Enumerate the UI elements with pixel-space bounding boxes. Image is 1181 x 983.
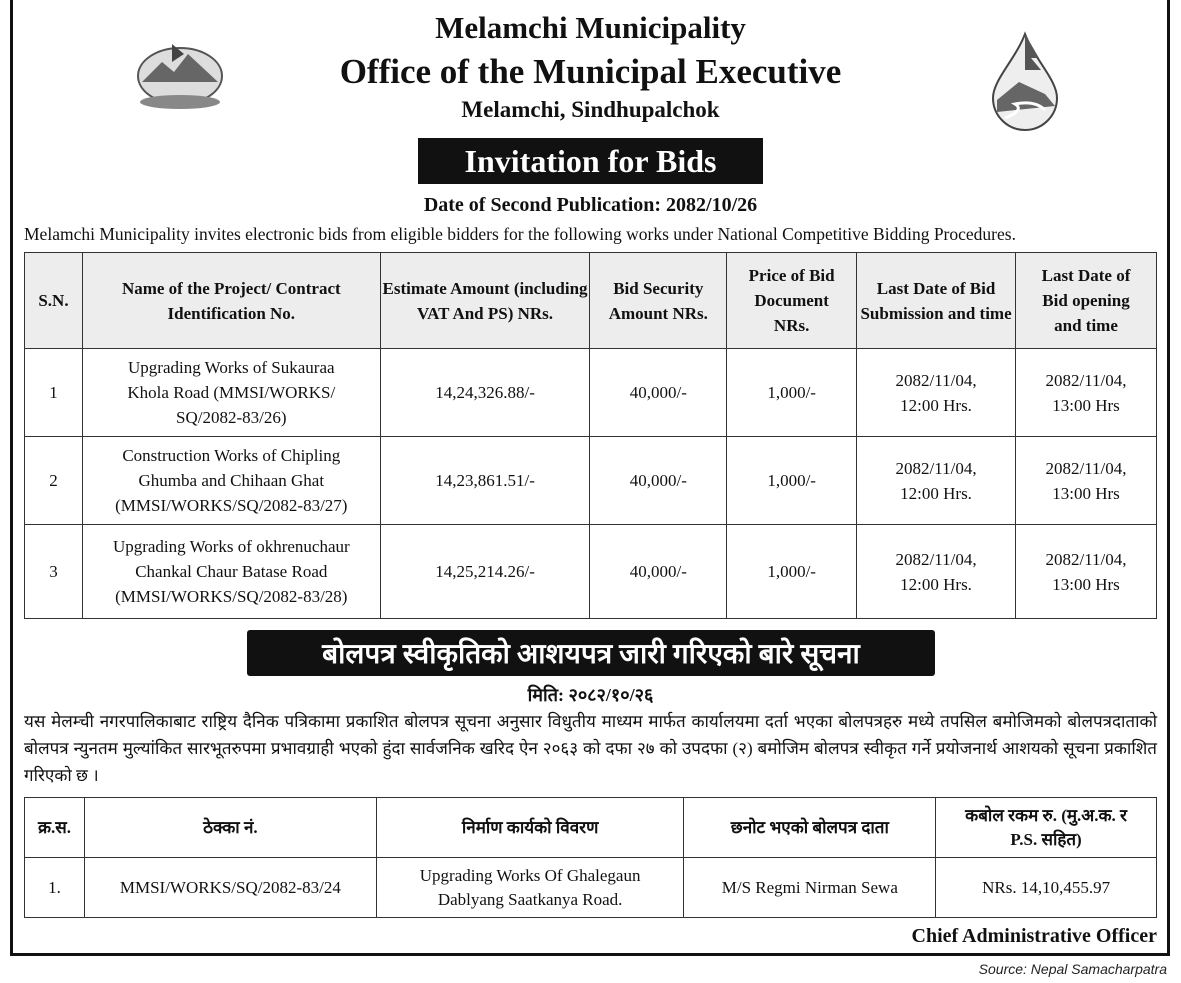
- table-row: [25, 858, 1157, 918]
- cell-sn: 2: [25, 437, 83, 525]
- header-project: Name of the Project/ Contract Identification No.: [82, 253, 380, 349]
- bids-table: [24, 252, 1157, 619]
- header-sn: क्र.स.: [25, 798, 85, 858]
- cell-price: 1,000/-: [727, 349, 857, 437]
- intro-text: Melamchi Municipality invites electronic bids from eligible bidders for the following works under National Competitive Bidding Procedures.: [24, 224, 1016, 244]
- cell-project: Upgrading Works of okhrenuchaur Chankal Chaur Batase Road (MMSI/WORKS/SQ/2082-83/28): [82, 525, 380, 619]
- header-submission: Last Date of Bid Submission and time: [857, 253, 1016, 349]
- cell-security: 40,000/-: [590, 349, 727, 437]
- table-row: [25, 349, 1157, 437]
- cell-work-description: Upgrading Works Of Ghalegaun Dablyang Saatkanya Road.: [376, 858, 684, 918]
- source-credit: Source: Nepal Samacharpatra: [978, 961, 1167, 977]
- cell-opening: 2082/11/04, 13:00 Hrs: [1016, 525, 1157, 619]
- cell-bid-amount: NRs. 14,10,455.97: [936, 858, 1157, 918]
- cell-estimate: 14,25,214.26/-: [380, 525, 590, 619]
- header-bid-amount: कबोल रकम रु. (मु.अ.क. र P.S. सहित): [936, 798, 1157, 858]
- header-estimate: Estimate Amount (including VAT And PS) NRs.: [380, 253, 590, 349]
- cell-contract-no: MMSI/WORKS/SQ/2082-83/24: [84, 858, 376, 918]
- municipality-name: Melamchi Municipality: [435, 10, 746, 45]
- header-opening: Last Date of Bid opening and time: [1016, 253, 1157, 349]
- notice-date: मिति: २०८२/१०/२६: [527, 685, 654, 705]
- header-work-description: निर्माण कार्यको विवरण: [376, 798, 684, 858]
- cell-sn: 1.: [25, 858, 85, 918]
- table-header-row: [25, 798, 1157, 858]
- cell-project: Construction Works of Chipling Ghumba and Chihaan Ghat (MMSI/WORKS/SQ/2082-83/27): [82, 437, 380, 525]
- cell-submission: 2082/11/04, 12:00 Hrs.: [857, 437, 1016, 525]
- publication-date: Date of Second Publication: 2082/10/26: [423, 194, 758, 216]
- notice-title-banner: बोलपत्र स्वीकृतिको आशयपत्र जारी गरिएको बारे सूचना: [247, 630, 935, 676]
- cell-price: 1,000/-: [727, 525, 857, 619]
- location: Melamchi, Sindhupalchok: [461, 97, 720, 122]
- cell-submission: 2082/11/04, 12:00 Hrs.: [857, 349, 1016, 437]
- header-sn: S.N.: [25, 253, 83, 349]
- office-title: Office of the Municipal Executive: [339, 52, 842, 91]
- award-table: [24, 797, 1157, 918]
- cell-sn: 1: [25, 349, 83, 437]
- table-row: [25, 525, 1157, 619]
- cell-sn: 3: [25, 525, 83, 619]
- cell-price: 1,000/-: [727, 437, 857, 525]
- cell-estimate: 14,23,861.51/-: [380, 437, 590, 525]
- cell-submission: 2082/11/04, 12:00 Hrs.: [857, 525, 1016, 619]
- notice-banner: Invitation for Bids: [418, 138, 763, 184]
- cell-selected-bidder: M/S Regmi Nirman Sewa: [684, 858, 936, 918]
- cell-security: 40,000/-: [590, 525, 727, 619]
- table-header-row: [25, 253, 1157, 349]
- header-price: Price of Bid Document NRs.: [727, 253, 857, 349]
- header-selected-bidder: छनोट भएको बोलपत्र दाता: [684, 798, 936, 858]
- signatory: Chief Administrative Officer: [911, 925, 1157, 947]
- cell-opening: 2082/11/04, 13:00 Hrs: [1016, 349, 1157, 437]
- cell-project: Upgrading Works of Sukauraa Khola Road (MMSI/WORKS/ SQ/2082-83/26): [82, 349, 380, 437]
- header-security: Bid Security Amount NRs.: [590, 253, 727, 349]
- cell-security: 40,000/-: [590, 437, 727, 525]
- cell-estimate: 14,24,326.88/-: [380, 349, 590, 437]
- header-contract-no: ठेक्का नं.: [84, 798, 376, 858]
- cell-opening: 2082/11/04, 13:00 Hrs: [1016, 437, 1157, 525]
- notice-paragraph: यस मेलम्ची नगरपालिकाबाट राष्ट्रिय दैनिक पत्रिकामा प्रकाशित बोलपत्र सूचना अनुसार विधुतीय माध्यम मार्फत कार्यालयमा दर्ता भएका बोलपत्रहरु मध्ये तपसिल बमोजिमको बोलपत्रदाताको बोलपत्र न्युनतम मुल्यांकित सारभूतरुपमा प्रभावग्राही भएको हुंदा सार्वजनिक खरिद ऐन २०६३ को दफा २७ को उपदफा (२) बमोजिम बोलपत्र स्वीकृत गर्ने प्रयोजनार्थ आशयको सूचना प्रकाशित गरिएको छ ।: [24, 712, 1157, 785]
- table-row: [25, 437, 1157, 525]
